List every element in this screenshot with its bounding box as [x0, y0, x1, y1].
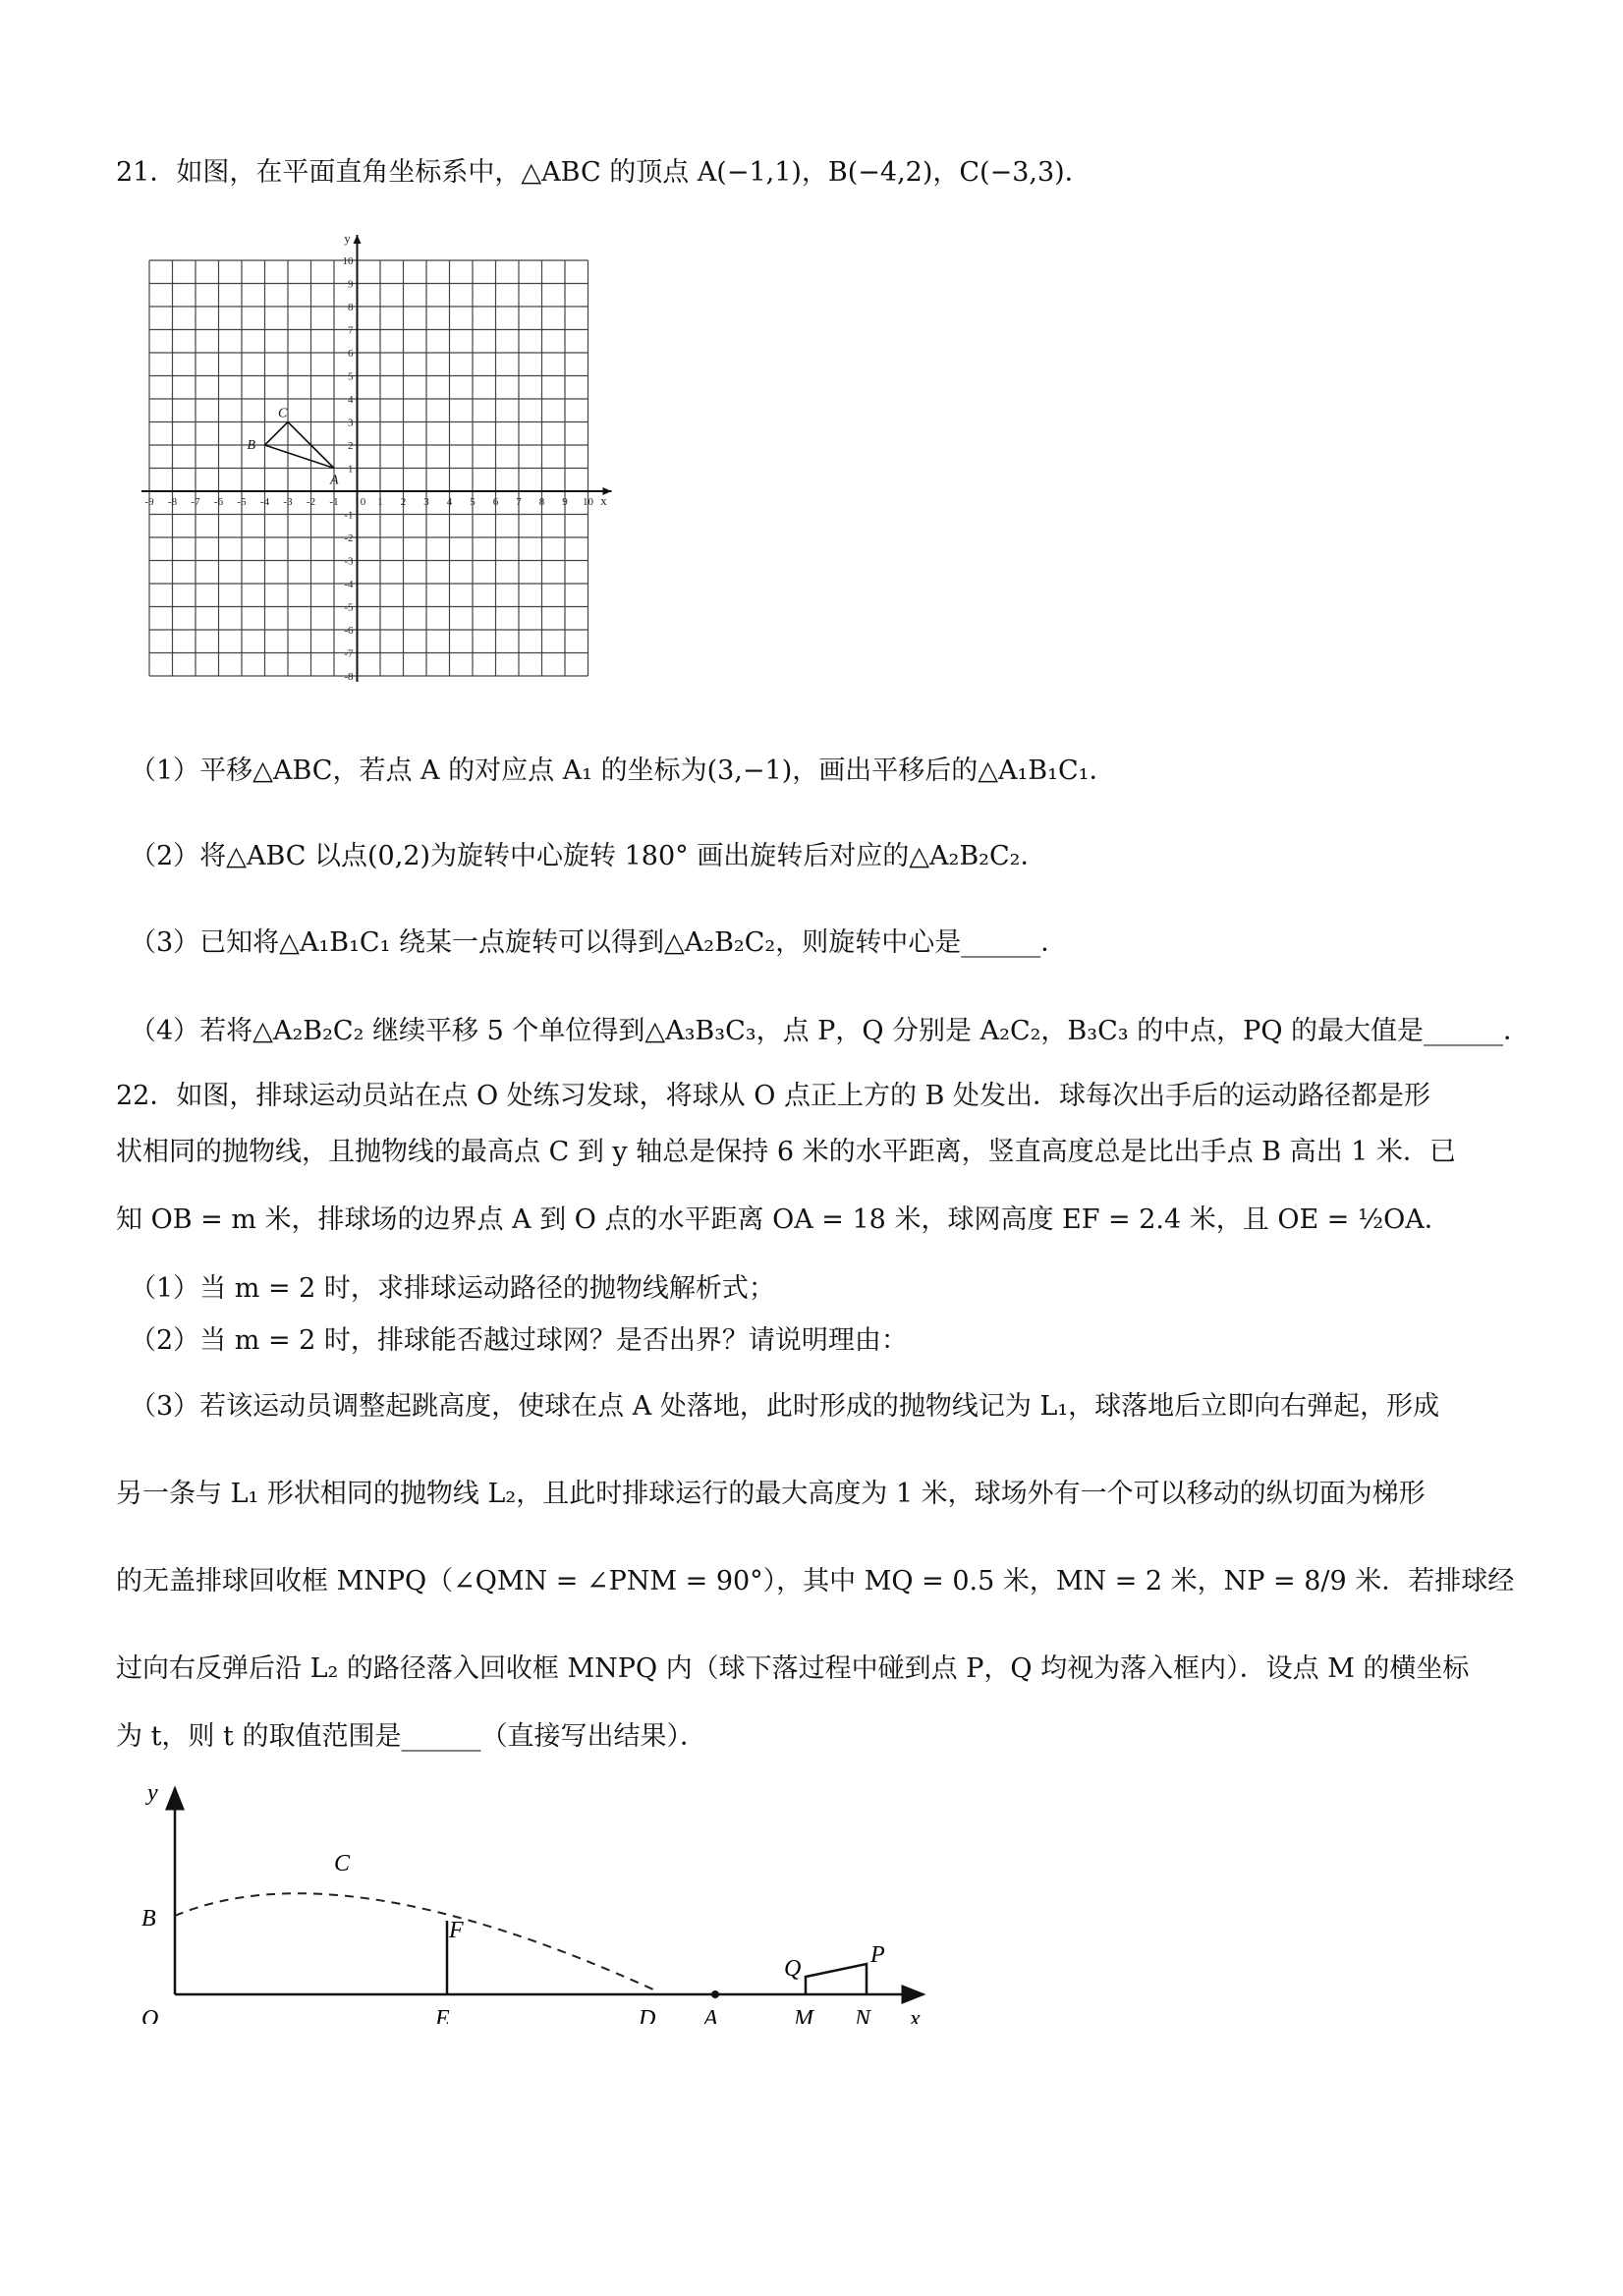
label-q: Q	[784, 1956, 802, 1982]
volleyball-diagram	[128, 1768, 933, 2024]
y-tick-label: 5	[348, 370, 354, 383]
label-m: M	[794, 2006, 813, 2024]
x-tick-label: -8	[167, 496, 178, 508]
q22-part3-line3: 的无盖排球回收框 MNPQ（∠QMN = ∠PNM = 90°），其中 MQ = 0.5 米，MN = 2 米，NP = 8/9 米．若排球经	[116, 1566, 1515, 1596]
x-tick-label: -7	[191, 496, 200, 508]
y-tick-label: -2	[344, 532, 354, 544]
x-tick-label: 1	[377, 496, 383, 508]
x-tick-label: 10	[583, 496, 593, 508]
y-tick-label: -3	[344, 555, 354, 568]
q22-part2: （2）当 m = 2 时，排球能否越过球网？是否出界？请说明理由：	[130, 1325, 908, 1356]
q22-line2: 状相同的抛物线，且抛物线的最高点 C 到 y 轴总是保持 6 米的水平距离，竖直高度总是比出手点 B 高出 1 米．已	[116, 1137, 1456, 1167]
x-tick-label: -6	[213, 496, 224, 508]
y-tick-label: -1	[344, 509, 354, 522]
label-f: F	[449, 1918, 464, 1943]
label-x: x	[910, 2006, 921, 2024]
vertex-label-c: C	[278, 406, 288, 421]
label-e: E	[435, 2006, 450, 2024]
vertex-label-a: A	[330, 473, 339, 488]
y-tick-label: 3	[348, 417, 354, 429]
point-a	[711, 1990, 719, 1998]
label-c: C	[334, 1851, 351, 1876]
q22-volleyball-figure	[128, 1768, 933, 2028]
x-tick-label: 4	[446, 496, 453, 508]
y-tick-label: -7	[344, 647, 354, 660]
x-tick-label: 0	[360, 496, 366, 508]
label-d: D	[639, 2006, 656, 2024]
x-tick-label: 6	[492, 496, 499, 508]
q21-part4: （4）若将△A₂B₂C₂ 继续平移 5 个单位得到△A₃B₃C₃，点 P，Q 分别是 A₂C₂，B₃C₃ 的中点，PQ 的最大值是______．	[130, 1016, 1531, 1046]
label-b: B	[141, 1906, 156, 1932]
q22-part3-line4: 过向右反弹后沿 L₂ 的路径落入回收框 MNPQ 内（球下落过程中碰到点 P，Q 均视为落入框内）．设点 M 的横坐标	[116, 1653, 1470, 1684]
y-tick-label: 2	[348, 440, 354, 452]
y-tick-label: 4	[348, 394, 354, 406]
x-tick-label: -2	[306, 496, 316, 508]
y-tick-label: 8	[348, 302, 354, 313]
q22-part3-line2: 另一条与 L₁ 形状相同的抛物线 L₂，且此时排球运行的最大高度为 1 米，球场外有一个可以移动的纵切面为梯形	[116, 1479, 1426, 1509]
x-tick-label: 9	[562, 496, 568, 508]
x-tick-label: 3	[423, 496, 429, 508]
q21-part2: （2）将△ABC 以点(0,2)为旋转中心旋转 180° 画出旋转后对应的△A₂B₂C₂．	[130, 841, 1047, 871]
grid-y-axis-label: y	[344, 231, 351, 246]
y-tick-label: 9	[348, 278, 354, 291]
basket-mnpq	[806, 1964, 867, 1994]
q21-part1: （1）平移△ABC，若点 A 的对应点 A₁ 的坐标为(3,−1)，画出平移后的△A₁B₁C₁．	[130, 756, 1116, 786]
label-a: A	[703, 2006, 718, 2024]
y-tick-label: -6	[344, 625, 354, 637]
q22-part3-line1: （3）若该运动员调整起跳高度，使球在点 A 处落地，此时形成的抛物线记为 L₁，球落地后立即向右弹起，形成	[130, 1391, 1440, 1422]
coordinate-grid	[128, 221, 648, 712]
x-tick-label: 8	[538, 496, 545, 508]
x-tick-label: 7	[516, 496, 522, 508]
label-n: N	[855, 2006, 871, 2024]
grid-y-arrow	[354, 235, 362, 244]
x-tick-label: -1	[329, 496, 339, 508]
trajectory-parabola	[175, 1893, 653, 1989]
label-o: O	[141, 2006, 159, 2024]
vertex-label-b: B	[247, 438, 256, 453]
y-tick-label: -4	[344, 579, 354, 590]
q22-part1: （1）当 m = 2 时，求排球运动路径的抛物线解析式；	[130, 1273, 775, 1304]
y-tick-label: 7	[348, 324, 354, 337]
x-tick-label: 5	[470, 496, 476, 508]
y-tick-label: 1	[348, 463, 354, 476]
grid-x-axis-label: x	[600, 493, 607, 508]
label-y: y	[147, 1780, 158, 1806]
x-tick-label: -4	[259, 496, 270, 508]
x-tick-label: -9	[144, 496, 154, 508]
label-p: P	[870, 1942, 885, 1968]
q21-part3: （3）已知将△A₁B₁C₁ 绕某一点旋转可以得到△A₂B₂C₂，则旋转中心是______．	[130, 927, 1068, 958]
q22-line1: 22．如图，排球运动员站在点 O 处练习发球，将球从 O 点正上方的 B 处发出．球每次出手后的运动路径都是形	[116, 1081, 1430, 1111]
x-tick-label: -3	[283, 496, 293, 508]
x-tick-label: 2	[400, 496, 407, 508]
q22-part3-line5: 为 t，则 t 的取值范围是______（直接写出结果）．	[116, 1721, 706, 1752]
q22-line3: 知 OB = m 米，排球场的边界点 A 到 O 点的水平距离 OA = 18 米，球网高度 EF = 2.4 米，且 OE = ½OA．	[116, 1204, 1451, 1235]
x-tick-label: -5	[237, 496, 247, 508]
q21-coordinate-grid-figure	[128, 221, 648, 716]
y-tick-label: -8	[344, 671, 354, 683]
q21-stem: 21．如图，在平面直角坐标系中，△ABC 的顶点 A(−1,1)，B(−4,2)，C(−3,3)．	[116, 157, 1091, 188]
y-tick-label: -5	[344, 601, 354, 614]
y-tick-label: 6	[348, 348, 354, 360]
y-tick-label: 10	[342, 255, 354, 267]
